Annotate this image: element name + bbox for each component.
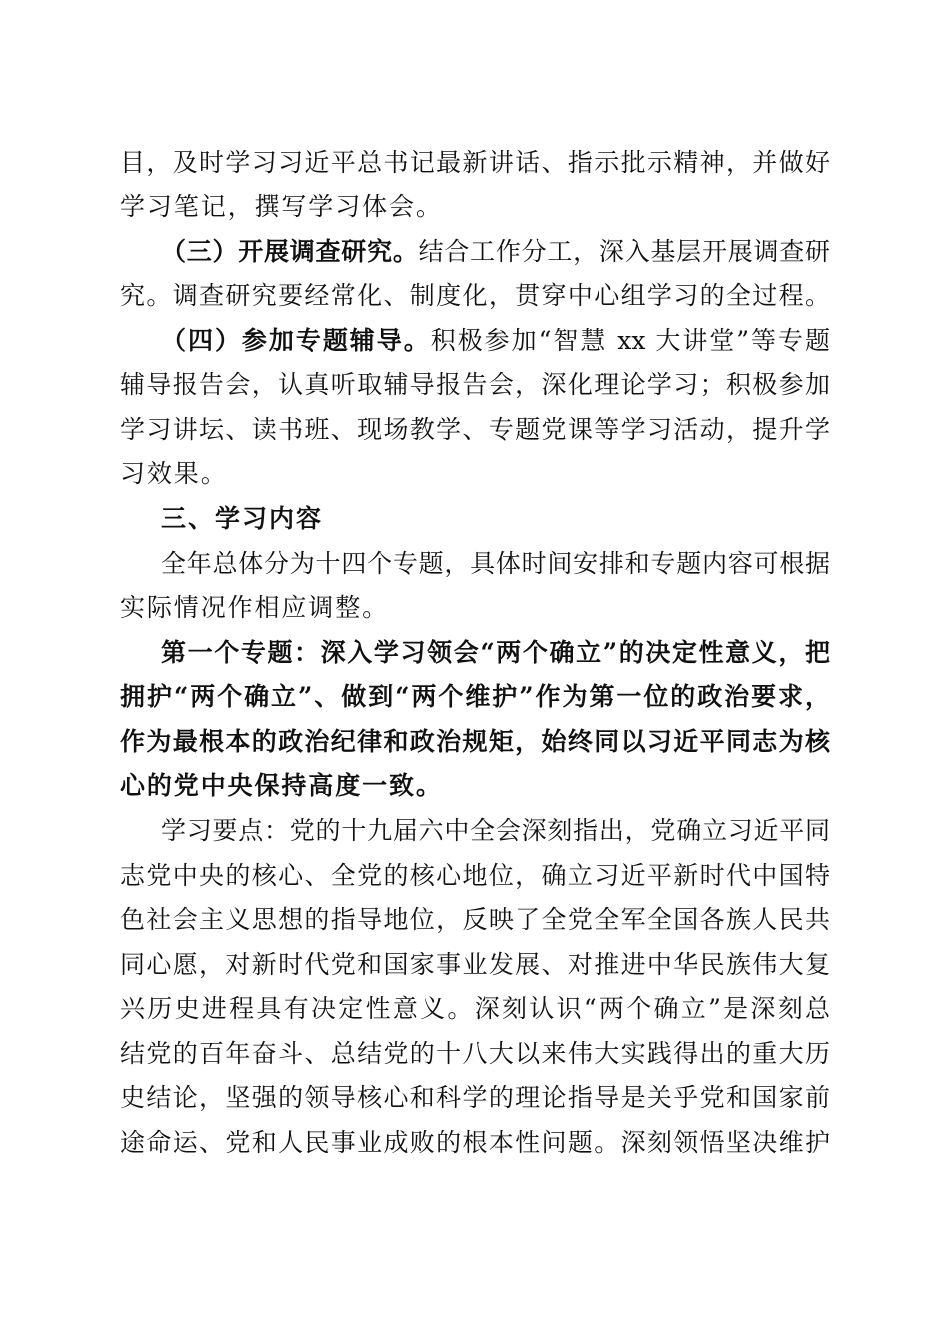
paragraph-line: 学习要点：党的十九届六中全会深刻指出，党确立习近平同 [161, 816, 830, 845]
paragraph-line: 目，及时学习习近平总书记最新讲话、指示批示精神，并做好 [120, 148, 830, 177]
topic-line: 作为最根本的政治纪律和政治规矩，始终同以习近平同志为核 [120, 727, 830, 756]
paragraph-line: 辅导报告会，认真听取辅导报告会，深化理论学习；积极参加 [120, 370, 830, 399]
paragraph-line: 全年总体分为十四个专题，具体时间安排和专题内容可根据 [161, 549, 830, 578]
paragraph-text: 积极参加“智慧 xx 大讲堂”等专题 [430, 326, 830, 355]
topic-line: 第一个专题：深入学习领会“两个确立”的决定性意义，把 [161, 638, 830, 667]
subheading-line-4 [161, 326, 830, 356]
paragraph-line: 实际情况作相应调整。 [120, 593, 390, 622]
paragraph-line: 同心愿，对新时代党和国家事业发展、对推进中华民族伟大复 [120, 950, 830, 979]
paragraph-line: 志党中央的核心、全党的核心地位，确立习近平新时代中国特 [120, 861, 830, 890]
paragraph-line: 习效果。 [120, 459, 228, 488]
subheading-label: （四）参加专题辅导。 [161, 326, 431, 355]
subheading-line-3 [161, 237, 830, 267]
paragraph-line: 色社会主义思想的指导地位，反映了全党全军全国各族人民共 [120, 905, 830, 934]
paragraph-line: 结党的百年奋斗、总结党的十八大以来伟大实践得出的重大历 [120, 1039, 830, 1068]
paragraph-line: 兴历史进程具有决定性意义。深刻认识“两个确立”是深刻总 [120, 994, 830, 1023]
paragraph-text: 结合工作分工，深入基层开展调查研 [418, 237, 830, 266]
paragraph-line: 究。调查研究要经常化、制度化，贯穿中心组学习的全过程。 [120, 281, 830, 310]
topic-line: 拥护“两个确立”、做到“两个维护”作为第一位的政治要求， [120, 682, 830, 711]
paragraph-line: 学习讲坛、读书班、现场教学、专题党课等学习活动，提升学 [120, 415, 830, 444]
topic-line: 心的党中央保持高度一致。 [120, 771, 443, 800]
paragraph-line: 途命运、党和人民事业成败的根本性问题。深刻领悟坚决维护 [120, 1128, 830, 1157]
section-heading: 三、学习内容 [161, 504, 324, 533]
paragraph-line: 史结论，坚强的领导核心和科学的理论指导是关乎党和国家前 [120, 1083, 830, 1112]
paragraph-line: 学习笔记，撰写学习体会。 [120, 192, 443, 221]
subheading-label: （三）开展调查研究。 [161, 237, 419, 266]
